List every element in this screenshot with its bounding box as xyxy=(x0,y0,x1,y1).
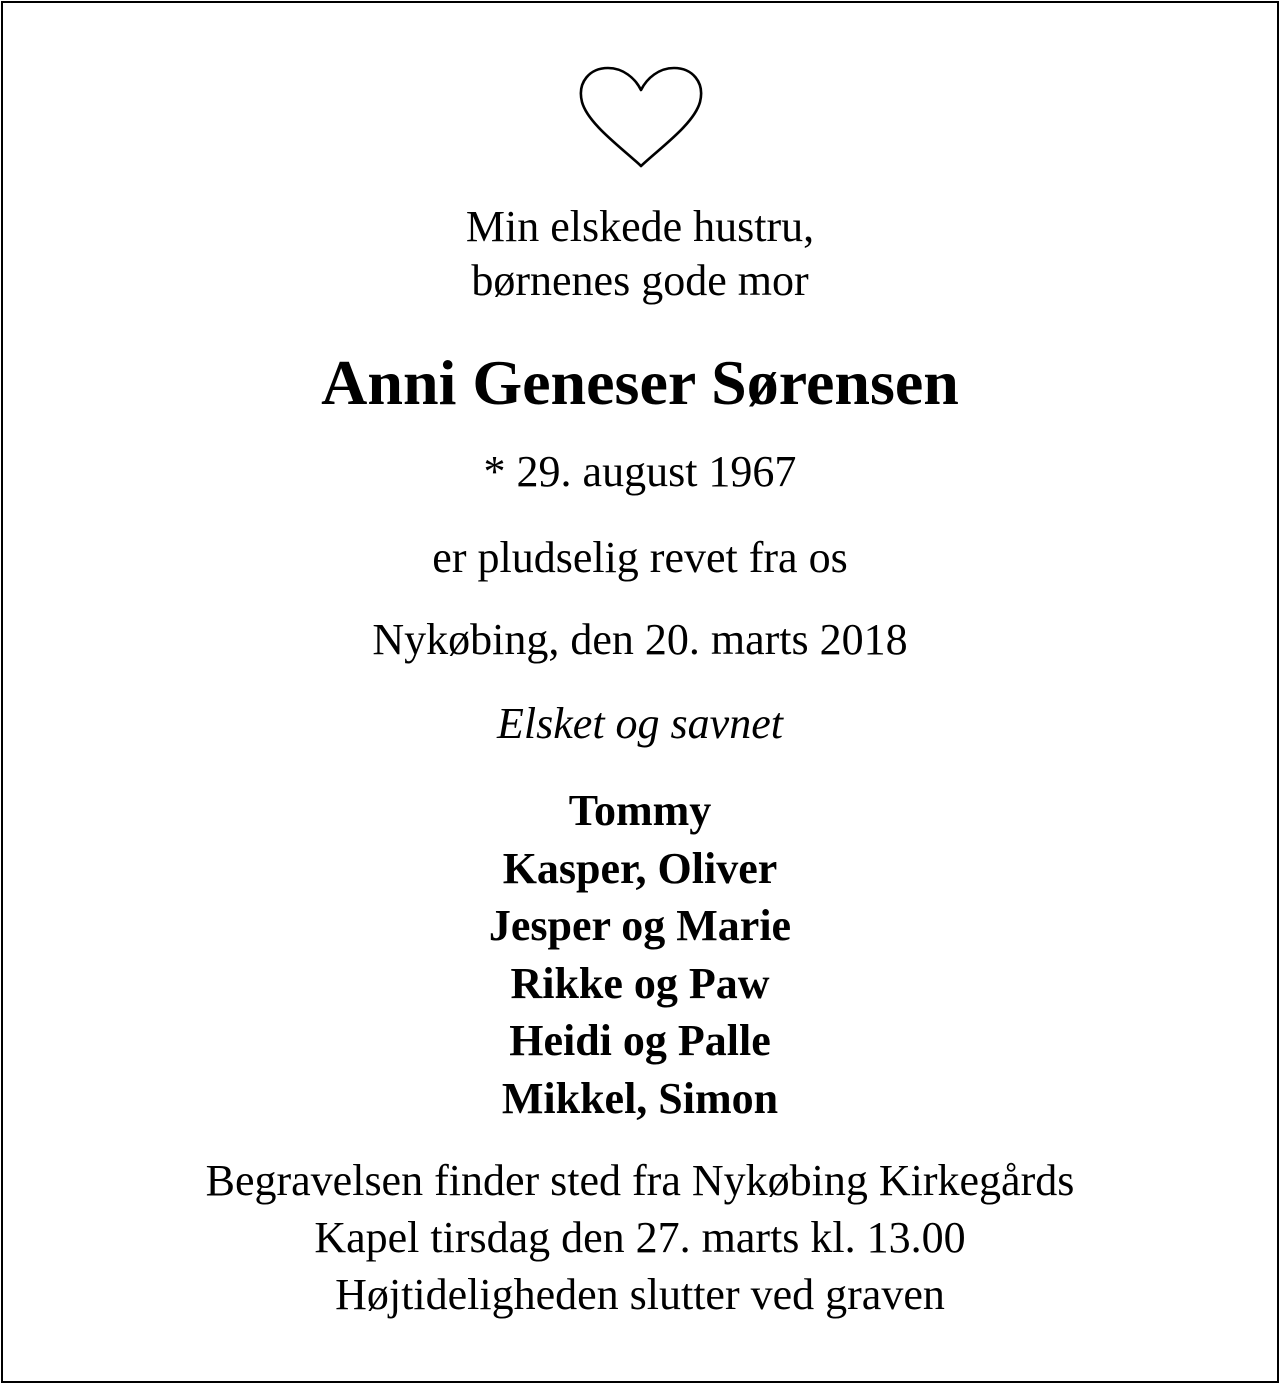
funeral-line: Højtideligheden slutter ved graven xyxy=(335,1270,945,1319)
funeral-line: Begravelsen finder sted fra Nykøbing Kirkegårds xyxy=(205,1156,1075,1205)
birth-date: * 29. august 1967 xyxy=(483,447,797,496)
intro-line-1: Min elskede hustru, xyxy=(465,202,815,251)
family-member: Tommy xyxy=(568,786,712,835)
family-member: Jesper og Marie xyxy=(488,901,792,950)
family-list xyxy=(0,782,1280,1127)
intro-line-2: børnenes gode mor xyxy=(471,256,809,305)
family-member: Kasper, Oliver xyxy=(502,843,778,893)
deceased-name: Anni Geneser Sørensen xyxy=(321,347,959,418)
funeral-info xyxy=(0,1152,1280,1323)
place-and-date: Nykøbing, den 20. marts 2018 xyxy=(372,615,908,664)
family-member: Heidi og Palle xyxy=(509,1016,771,1065)
family-member: Mikkel, Simon xyxy=(501,1073,779,1123)
passing-text: er pludselig revet fra os xyxy=(432,533,848,582)
intro-text xyxy=(0,200,1280,308)
funeral-line: Kapel tirsdag den 27. marts kl. 13.00 xyxy=(314,1213,966,1262)
tagline: Elsket og savnet xyxy=(497,699,783,748)
heart-icon xyxy=(578,64,704,170)
family-member: Rikke og Paw xyxy=(510,958,770,1008)
